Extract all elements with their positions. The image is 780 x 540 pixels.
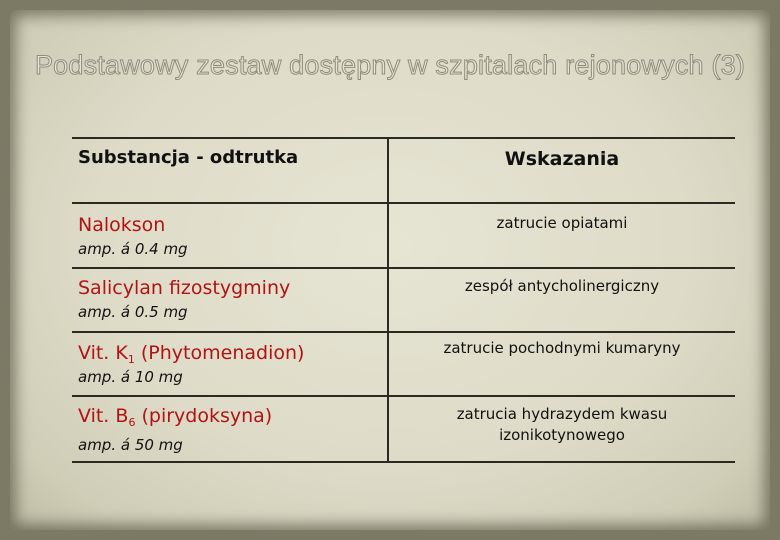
table-row: [72, 268, 735, 332]
header-indications: Wskazania: [388, 138, 735, 203]
antidote-table: [72, 137, 735, 463]
substance-name: Vit. $K_1$ (Phytomenadion): [78, 342, 305, 366]
indication-cell: [388, 396, 735, 462]
substance-cell: [72, 332, 388, 396]
indication-text: zatrucie opiatami: [496, 214, 628, 232]
substance-name: Salicylan fizostygminy: [78, 277, 291, 299]
indication-text: zatrucie pochodnymi kumaryny: [443, 339, 681, 357]
substance-dose: amp. á 0.5 mg: [78, 303, 188, 321]
header-substance: Substancja - odtrutka: [72, 138, 388, 203]
substance-dose: amp. á 0.4 mg: [78, 240, 188, 258]
substance-dose: amp. á 50 mg: [78, 436, 183, 454]
substance-cell: [72, 268, 388, 332]
substance-name: Vit. $B_6$ (pirydoksyna): [78, 405, 273, 429]
substance-cell: [72, 396, 388, 462]
substance-name: Nalokson: [78, 214, 166, 236]
indication-cell: [388, 203, 735, 268]
table-row: [72, 332, 735, 396]
substance-cell: [72, 203, 388, 268]
table-row: [72, 396, 735, 462]
slide-title: Podstawowy zestaw dostępny w szpitalach rejonowych (3): [34, 50, 746, 80]
table-row: [72, 203, 735, 268]
indication-cell: [388, 268, 735, 332]
indication-cell: [388, 332, 735, 396]
substance-dose: amp. á 10 mg: [78, 368, 183, 386]
indication-text: zespół antycholinergiczny: [464, 277, 660, 295]
table-header-row: [72, 138, 735, 203]
indication-text: zatrucia hydrazydem kwasu izonikotynowego: [456, 405, 668, 444]
